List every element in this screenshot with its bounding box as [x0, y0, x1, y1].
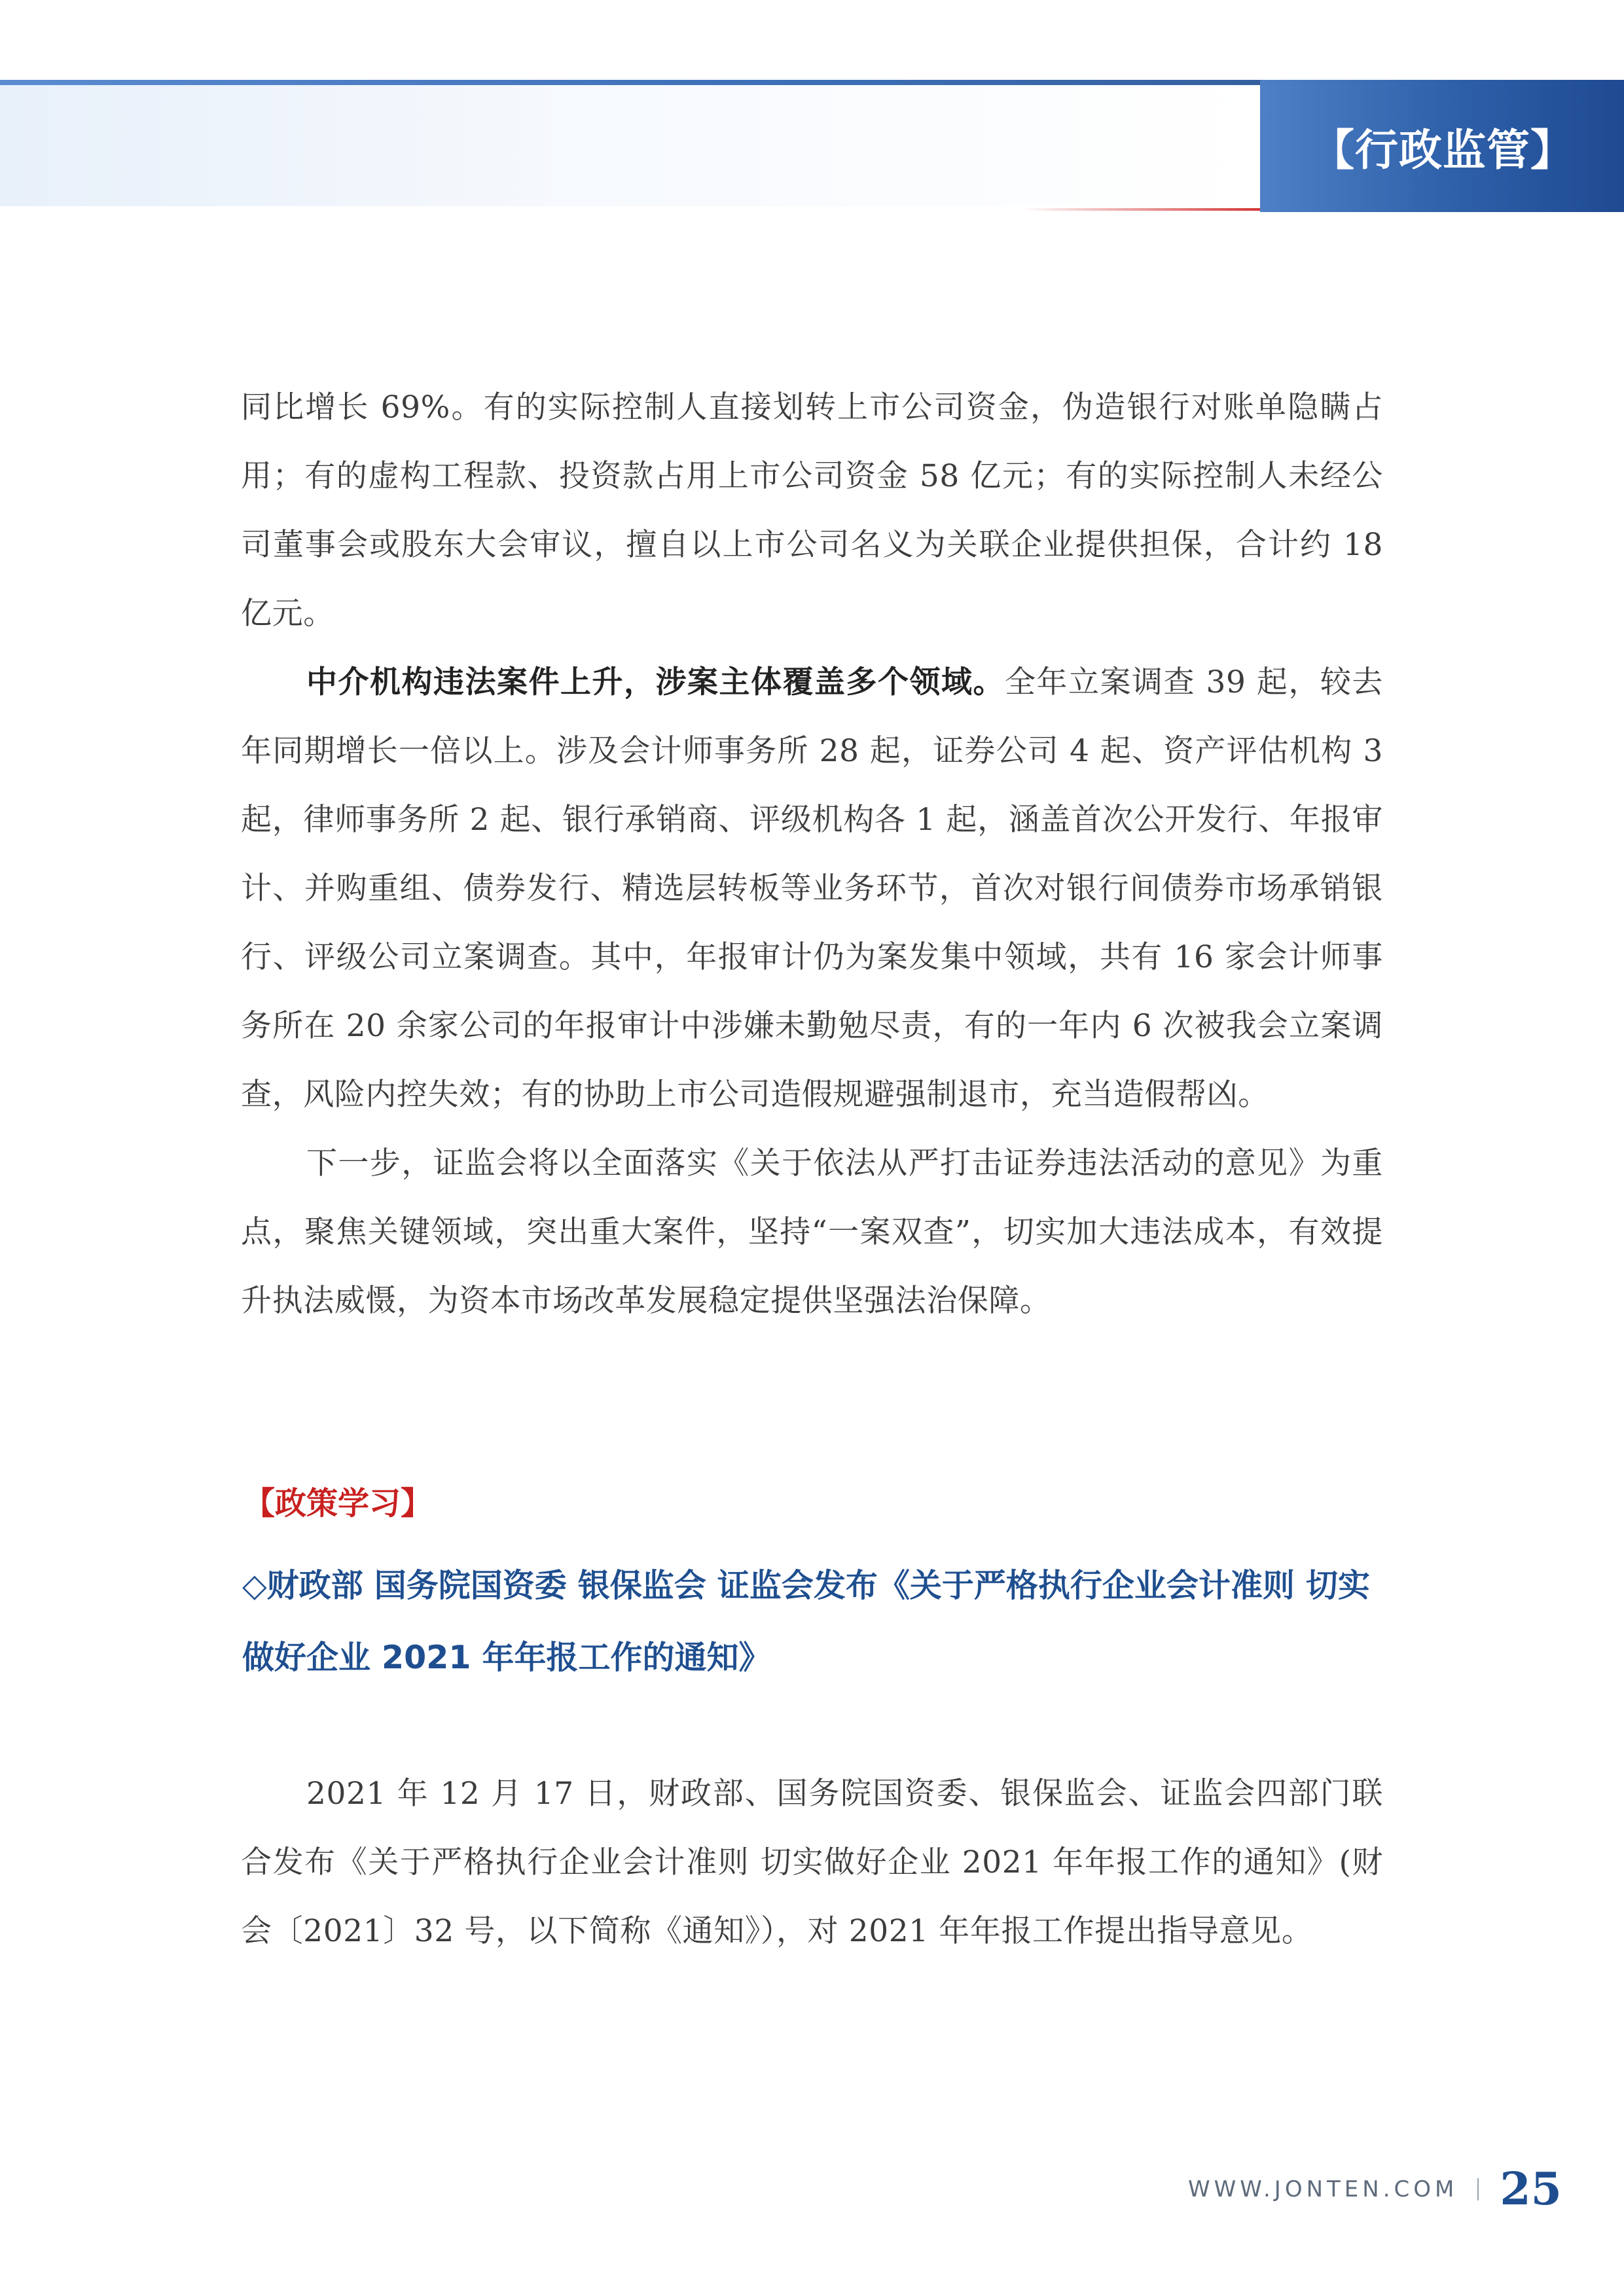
article-body	[241, 373, 1383, 1335]
header-top-rule	[0, 80, 1262, 85]
paragraph-intermediary-text: 全年立案调查 39 起，较去年同期增长一倍以上。涉及会计师事务所 28 起，证券公司 4 起、资产评估机构 3 起，律师事务所 2 起、银行承销商、评级机构各 1 起，涵盖首次公开发行、年报审计、并购重组、债券发行、精选层转板等业务环节，首次对银行间债券市场承销银行、评级公司立案调查。其中，年报审计仍为案发集中领域，共有 16 家会计师事务所在 20 余家公司的年报审计中涉嫌未勤勉尽责，有的一年内 6 次被我会立案调查，风险内控失效；有的协助上市公司造假规避强制退市，充当造假帮凶。	[241, 664, 1384, 1113]
policy-body	[241, 1759, 1383, 1965]
paragraph-next-steps: 下一步，证监会将以全面落实《关于依法从严打击证券违法活动的意见》为重点，聚焦关键领域，突出重大案件，坚持“一案双查”，切实加大违法成本，有效提升执法威慑，为资本市场改革发展稳定提供坚强法治保障。	[241, 1145, 1383, 1319]
header-red-accent-line	[1021, 208, 1262, 211]
paragraph-policy-notice: 2021 年 12 月 17 日，财政部、国务院国资委、银保监会、证监会四部门联合发布《关于严格执行企业会计准则 切实做好企业 2021 年年报工作的通知》(财会〔2021〕32 号，以下简称《通知》），对 2021 年年报工作提出指导意见。	[241, 1776, 1383, 1949]
footer-divider	[1477, 2178, 1479, 2200]
paragraph-fund-occupation: 同比增长 69%。有的实际控制人直接划转上市公司资金，伪造银行对账单隐瞒占用；有的虚构工程款、投资款占用上市公司资金 58 亿元；有的实际控制人未经公司董事会或股东大会审议，擅自以上市公司名义为关联企业提供担保，合计约 18 亿元。	[241, 389, 1383, 632]
page-number: 25	[1500, 2163, 1562, 2215]
page-footer	[1188, 2153, 1562, 2225]
website-url: WWW.JONTEN.COM	[1188, 2176, 1458, 2202]
policy-headline: ◇财政部 国务院国资委 银保监会 证监会发布《关于严格执行企业会计准则 切实做好企业 2021 年年报工作的通知》	[242, 1567, 1370, 1676]
paragraph-intermediary-cases	[241, 648, 1383, 1129]
section-header-tag: 【行政监管】	[1260, 80, 1624, 212]
paragraph-lead-bold: 中介机构违法案件上升，涉案主体覆盖多个领域。	[306, 664, 1005, 700]
header-band	[0, 85, 1262, 206]
policy-section-tag: 【政策学习】	[244, 1485, 433, 1522]
